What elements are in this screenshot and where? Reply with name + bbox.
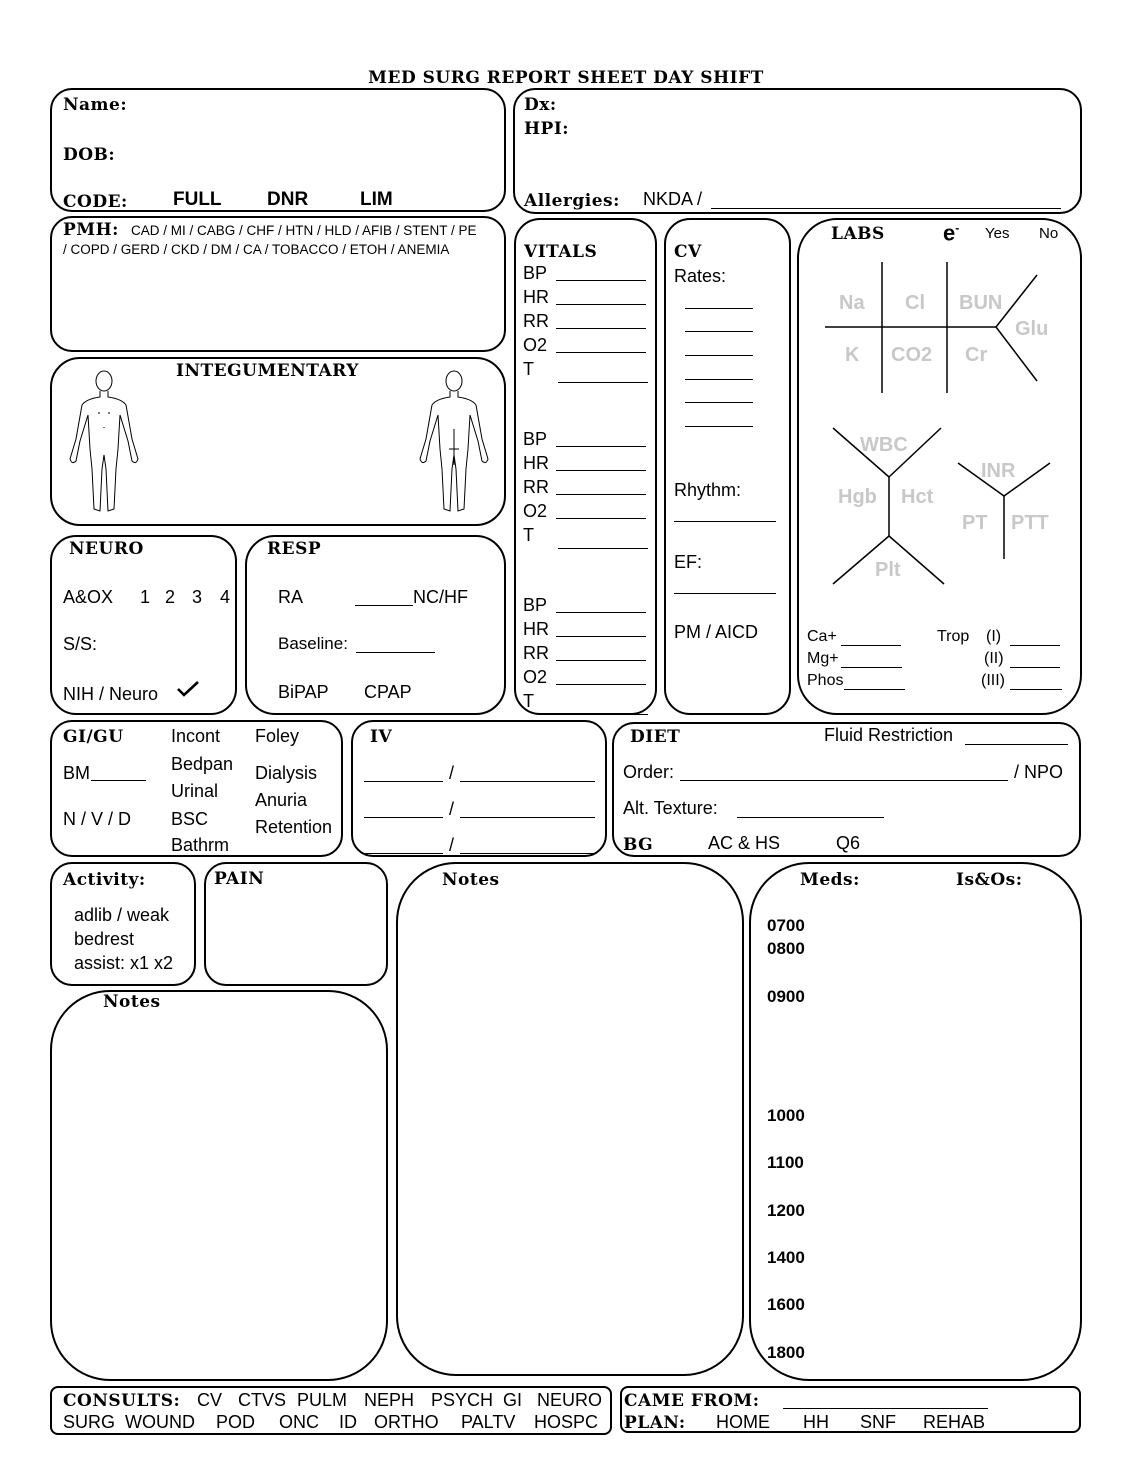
- notes-left-label: Notes: [103, 992, 161, 1012]
- nc-hf-rate-field[interactable]: [355, 605, 413, 606]
- inr-label: INR: [981, 460, 1016, 482]
- consult-option-ctvs[interactable]: CTVS: [238, 1390, 287, 1410]
- iv-separator: /: [449, 763, 455, 783]
- trop-level-2-label: (II): [984, 650, 1004, 667]
- plan-option-hh[interactable]: HH: [803, 1412, 829, 1432]
- name-label: Name:: [63, 95, 128, 115]
- iv-site-field[interactable]: [364, 817, 443, 818]
- med-time-1600: 1600: [767, 1295, 805, 1314]
- cr-label: Cr: [965, 344, 988, 366]
- consult-option-wound[interactable]: WOUND: [125, 1412, 195, 1432]
- bsc-option[interactable]: BSC: [171, 809, 209, 829]
- baseline-label: Baseline:: [278, 634, 348, 653]
- vital-field-t[interactable]: [558, 714, 648, 715]
- notes-middle-section: [396, 862, 744, 1376]
- na-label: Na: [839, 292, 865, 314]
- npo-option[interactable]: / NPO: [1014, 762, 1064, 782]
- bg-option-q6[interactable]: Q6: [836, 833, 861, 853]
- trop-3-field[interactable]: [1010, 689, 1062, 690]
- pain-label: PAIN: [214, 869, 265, 889]
- consult-option-pulm[interactable]: PULM: [297, 1390, 348, 1410]
- pmh-section: [50, 216, 506, 352]
- phosphorus-field[interactable]: [844, 689, 905, 690]
- hpi-field[interactable]: [575, 116, 1065, 182]
- consult-option-hospc[interactable]: HOSPC: [534, 1412, 599, 1432]
- page-title: MED SURG REPORT SHEET DAY SHIFT: [368, 68, 764, 88]
- ef-label: EF:: [674, 552, 703, 572]
- diet-label: DIET: [630, 727, 681, 747]
- consult-option-paltv[interactable]: PALTV: [461, 1412, 516, 1432]
- intake-output-label: Is&Os:: [956, 870, 1023, 890]
- resp-section: [245, 535, 506, 715]
- electrolyte-e: e: [943, 220, 956, 246]
- pain-field[interactable]: [214, 894, 379, 979]
- vital-field-rr[interactable]: [556, 660, 646, 661]
- magnesium-field[interactable]: [841, 667, 902, 668]
- code-option-dnr[interactable]: DNR: [267, 189, 309, 210]
- vital-field-bp[interactable]: [556, 446, 646, 447]
- trop-level-1-label: (I): [986, 628, 1002, 645]
- activity-section: [50, 862, 196, 986]
- iv-fluid-field[interactable]: [460, 781, 595, 782]
- vital-field-hr[interactable]: [556, 304, 646, 305]
- rhythm-label: Rhythm:: [674, 480, 742, 500]
- diet-order-label: Order:: [623, 762, 675, 782]
- iv-section: [351, 720, 607, 857]
- hct-label: Hct: [901, 486, 934, 508]
- iv-site-field[interactable]: [364, 781, 443, 782]
- activity-assist[interactable]: assist: x1 x2: [74, 953, 174, 973]
- vitals-label: VITALS: [524, 242, 598, 262]
- electrolyte-sup: -: [955, 221, 960, 235]
- plt-label: Plt: [875, 559, 901, 581]
- dialysis-option[interactable]: Dialysis: [255, 763, 318, 783]
- dx-field[interactable]: [565, 92, 1065, 114]
- glu-label: Glu: [1015, 318, 1049, 340]
- activity-adlib-weak[interactable]: adlib / weak: [74, 905, 170, 925]
- vital-field-t[interactable]: [558, 548, 648, 549]
- code-option-full[interactable]: FULL: [173, 189, 222, 210]
- bipap-option[interactable]: BiPAP: [278, 682, 329, 702]
- rate-field[interactable]: [685, 402, 753, 403]
- baseline-field[interactable]: [356, 652, 435, 653]
- foley-option[interactable]: Foley: [255, 726, 300, 746]
- came-from-field[interactable]: [783, 1408, 988, 1409]
- rates-label: Rates:: [674, 266, 727, 286]
- co2-label: CO2: [891, 344, 933, 366]
- electrolyte-no[interactable]: No: [1039, 225, 1059, 242]
- incont-option[interactable]: Incont: [171, 726, 221, 746]
- labs-section: [797, 218, 1082, 715]
- gigu-label: GI/GU: [63, 727, 124, 747]
- consult-option-ortho[interactable]: ORTHO: [374, 1412, 439, 1432]
- vital-label-o2: O2: [523, 667, 548, 687]
- anuria-option[interactable]: Anuria: [255, 790, 308, 810]
- vital-field-o2[interactable]: [556, 352, 646, 353]
- ss-label: S/S:: [63, 634, 98, 654]
- vital-field-t[interactable]: [558, 382, 648, 383]
- notes-middle-field[interactable]: [418, 900, 728, 1360]
- trop-2-field[interactable]: [1010, 667, 1060, 668]
- labs-label: LABS: [831, 224, 885, 244]
- bathroom-option[interactable]: Bathrm: [171, 835, 230, 855]
- vital-label-t: T: [523, 525, 534, 545]
- iv-fluid-field[interactable]: [460, 817, 595, 818]
- disposition-section: [620, 1386, 1081, 1433]
- came-from-label: CAME FROM:: [624, 1391, 760, 1411]
- rate-field[interactable]: [685, 331, 753, 332]
- plan-option-rehab[interactable]: REHAB: [923, 1412, 986, 1432]
- med-time-1200: 1200: [767, 1201, 805, 1220]
- nvd-options[interactable]: N / V / D: [63, 809, 132, 829]
- allergies-label: Allergies:: [524, 191, 620, 211]
- gigu-section: [50, 720, 343, 857]
- med-time-1800: 1800: [767, 1343, 805, 1362]
- dx-label: Dx:: [524, 95, 557, 115]
- retention-option[interactable]: Retention: [255, 817, 333, 837]
- meds-label: Meds:: [800, 870, 860, 890]
- bm-field[interactable]: [91, 780, 146, 781]
- consult-option-cv[interactable]: CV: [197, 1390, 223, 1410]
- plan-option-home[interactable]: HOME: [716, 1412, 770, 1432]
- vital-field-bp[interactable]: [556, 612, 646, 613]
- aox-option-4[interactable]: 4: [220, 587, 231, 607]
- vital-field-o2[interactable]: [556, 684, 646, 685]
- ptt-label: PTT: [1011, 512, 1049, 534]
- bm-label: BM: [63, 763, 90, 783]
- bg-option-achs[interactable]: AC & HS: [708, 833, 781, 853]
- pmh-options-line1[interactable]: CAD / MI / CABG / CHF / HTN / HLD / AFIB / STENT / PE: [131, 223, 477, 238]
- allergies-nkda[interactable]: NKDA /: [643, 189, 703, 209]
- meds-section: [749, 862, 1082, 1381]
- med-time-0800: 0800: [767, 939, 805, 958]
- trop-level-3-label: (III): [981, 672, 1005, 689]
- med-time-1000: 1000: [767, 1106, 805, 1125]
- consult-option-neuro[interactable]: NEURO: [537, 1390, 603, 1410]
- consult-option-surg[interactable]: SURG: [63, 1412, 116, 1432]
- pt-label: PT: [962, 512, 988, 534]
- integumentary-section: [50, 357, 506, 526]
- diet-order-field[interactable]: [680, 780, 1008, 781]
- room-air-option[interactable]: RA: [278, 587, 304, 607]
- consult-option-psych[interactable]: PSYCH: [431, 1390, 494, 1410]
- diet-section: [612, 722, 1081, 857]
- rate-field[interactable]: [685, 308, 753, 309]
- fluid-restriction-label: Fluid Restriction: [824, 725, 954, 745]
- calcium-field[interactable]: [841, 645, 901, 646]
- vital-label-hr: HR: [523, 287, 549, 307]
- iv-separator: /: [449, 799, 455, 819]
- vital-label-rr: RR: [523, 477, 549, 497]
- hgb-label: Hgb: [838, 486, 877, 508]
- cv-section: [664, 218, 791, 715]
- diagnosis-section: [513, 88, 1082, 214]
- consults-section: [50, 1386, 612, 1435]
- bedpan-option[interactable]: Bedpan: [171, 754, 234, 774]
- cv-label: CV: [674, 242, 702, 262]
- activity-label: Activity:: [63, 870, 146, 890]
- aox-label: A&OX: [63, 587, 114, 607]
- plan-label: PLAN:: [624, 1413, 686, 1433]
- bg-label: BG: [623, 835, 654, 855]
- code-option-lim[interactable]: LIM: [360, 189, 393, 210]
- iv-fluid-field[interactable]: [460, 853, 595, 854]
- vital-field-o2[interactable]: [556, 518, 646, 519]
- dob-field[interactable]: [122, 142, 472, 168]
- vital-label-rr: RR: [523, 311, 549, 331]
- name-field[interactable]: [142, 92, 492, 118]
- body-front-icon: [64, 369, 144, 519]
- pain-section: [204, 862, 388, 986]
- vital-label-bp: BP: [523, 263, 548, 283]
- aox-option-1[interactable]: 1: [140, 587, 151, 607]
- notes-left-field[interactable]: [72, 1022, 372, 1362]
- med-time-1400: 1400: [767, 1248, 805, 1267]
- alt-texture-label: Alt. Texture:: [623, 798, 718, 818]
- allergies-field[interactable]: [711, 208, 1061, 209]
- hpi-label: HPI:: [524, 119, 570, 139]
- vital-field-hr[interactable]: [556, 636, 646, 637]
- electrolyte-yes[interactable]: Yes: [985, 225, 1010, 242]
- patient-info-section: [50, 88, 506, 212]
- vitals-section: [514, 218, 657, 715]
- calcium-label: Ca+: [807, 628, 837, 645]
- neuro-section: [50, 535, 237, 715]
- vital-field-bp[interactable]: [556, 280, 646, 281]
- k-label: K: [845, 344, 860, 366]
- vital-label-bp: BP: [523, 595, 548, 615]
- med-time-1100: 1100: [767, 1153, 804, 1172]
- rate-field[interactable]: [685, 379, 753, 380]
- notes-left-section: [50, 990, 388, 1381]
- trop-1-field[interactable]: [1010, 645, 1060, 646]
- cpap-option[interactable]: CPAP: [364, 682, 412, 702]
- magnesium-label: Mg+: [807, 650, 839, 667]
- plan-option-snf[interactable]: SNF: [860, 1412, 896, 1432]
- fluid-restriction-field[interactable]: [965, 744, 1068, 745]
- consult-option-gi[interactable]: GI: [503, 1390, 523, 1410]
- alt-texture-field[interactable]: [737, 817, 884, 818]
- body-back-icon: [414, 369, 494, 519]
- vital-field-rr[interactable]: [556, 494, 646, 495]
- consult-option-id[interactable]: ID: [339, 1412, 357, 1432]
- med-time-0700: 0700: [767, 916, 805, 935]
- iv-label: IV: [370, 727, 393, 747]
- code-label: CODE:: [63, 192, 128, 212]
- bun-label: BUN: [959, 292, 1003, 314]
- activity-bedrest[interactable]: bedrest: [74, 929, 135, 949]
- vital-label-bp: BP: [523, 429, 548, 449]
- aox-option-2[interactable]: 2: [165, 587, 176, 607]
- wbc-label: WBC: [860, 434, 908, 456]
- integumentary-label: INTEGUMENTARY: [176, 361, 359, 381]
- aox-option-3[interactable]: 3: [192, 587, 203, 607]
- vital-field-hr[interactable]: [556, 470, 646, 471]
- pacemaker-aicd-option[interactable]: PM / AICD: [674, 622, 759, 642]
- vital-label-rr: RR: [523, 643, 549, 663]
- vital-label-hr: HR: [523, 453, 549, 473]
- resp-label: RESP: [267, 539, 322, 559]
- iv-site-field[interactable]: [364, 853, 443, 854]
- iv-separator: /: [449, 835, 455, 855]
- nih-neuro-label[interactable]: NIH / Neuro: [63, 684, 159, 704]
- pmh-label: PMH:: [63, 220, 119, 240]
- vital-label-t: T: [523, 691, 534, 711]
- consult-option-onc[interactable]: ONC: [279, 1412, 319, 1432]
- ef-field[interactable]: [674, 593, 776, 594]
- pmh-options-line2[interactable]: / COPD / GERD / CKD / DM / CA / TOBACCO / ETOH / ANEMIA: [63, 242, 450, 257]
- consult-option-pod[interactable]: POD: [216, 1412, 256, 1432]
- rhythm-field[interactable]: [674, 521, 776, 522]
- vital-label-o2: O2: [523, 335, 548, 355]
- urinal-option[interactable]: Urinal: [171, 781, 219, 801]
- neuro-label: NEURO: [69, 539, 144, 559]
- med-time-0900: 0900: [767, 987, 805, 1006]
- vital-field-rr[interactable]: [556, 328, 646, 329]
- notes-middle-label: Notes: [442, 870, 500, 890]
- checkmark-icon: [176, 680, 200, 698]
- consult-option-neph[interactable]: NEPH: [364, 1390, 415, 1410]
- rate-field[interactable]: [685, 426, 753, 427]
- vital-label-o2: O2: [523, 501, 548, 521]
- phosphorus-label: Phos: [807, 672, 844, 689]
- vital-label-t: T: [523, 359, 534, 379]
- nc-hf-label[interactable]: NC/HF: [413, 587, 468, 607]
- cl-label: Cl: [905, 292, 925, 314]
- troponin-label: Trop: [937, 628, 970, 645]
- consults-label: CONSULTS:: [63, 1391, 181, 1411]
- rate-field[interactable]: [685, 355, 753, 356]
- vital-label-hr: HR: [523, 619, 549, 639]
- dob-label: DOB:: [63, 145, 116, 165]
